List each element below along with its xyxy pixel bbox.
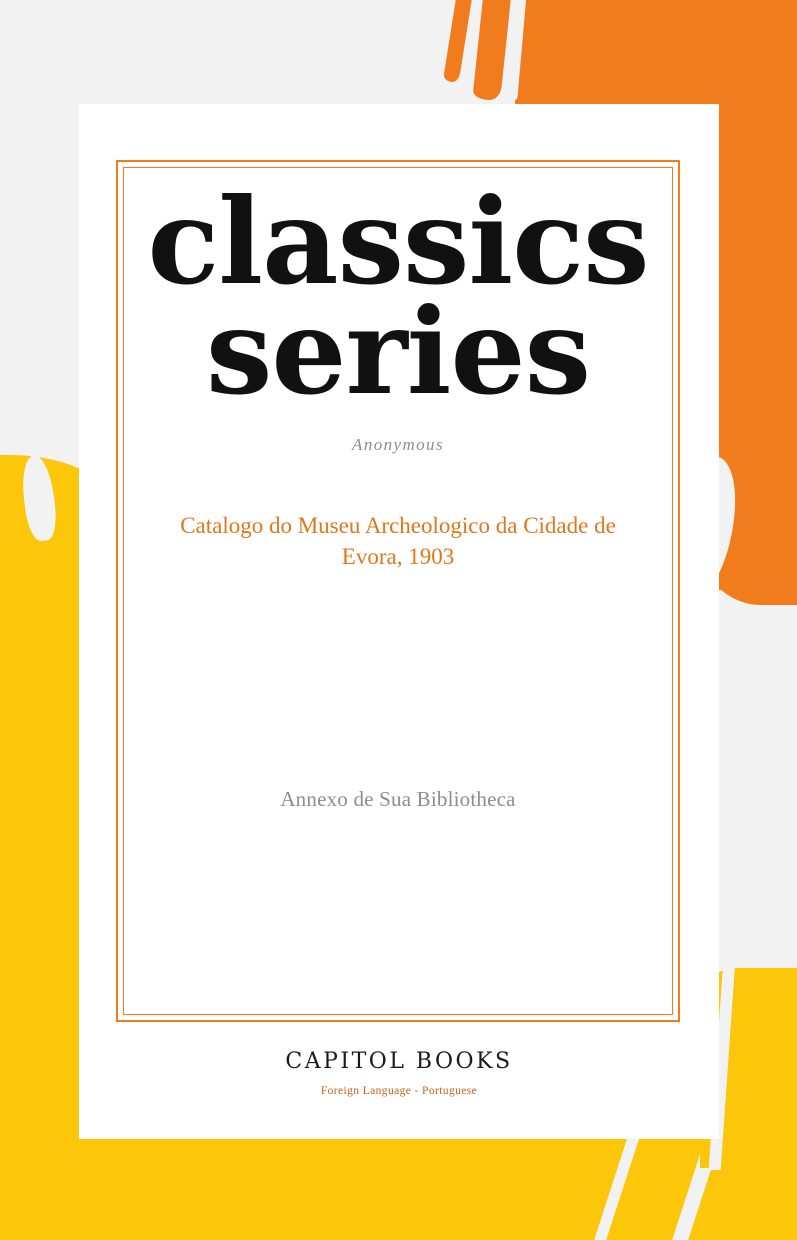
series-title-line-1: classics bbox=[147, 172, 649, 311]
cover-frame-outer bbox=[116, 160, 680, 1022]
book-subtitle: Annexo de Sua Bibliotheca bbox=[280, 786, 516, 811]
series-title-line-2: series bbox=[205, 281, 590, 421]
orange-brush-stripe-b bbox=[443, 0, 474, 82]
imprint-label: Foreign Language - Portuguese bbox=[320, 1085, 478, 1097]
cover-frame-content bbox=[118, 162, 678, 1020]
publisher-name: CAPITOL BOOKS bbox=[285, 1049, 513, 1074]
series-title bbox=[118, 172, 678, 421]
author-name: Anonymous bbox=[352, 435, 444, 455]
book-cover bbox=[79, 104, 719, 1139]
book-title: Catalogo do Museu Archeologico da Cidade de Evora, 1903 bbox=[180, 513, 616, 569]
publisher-block bbox=[79, 1049, 719, 1097]
